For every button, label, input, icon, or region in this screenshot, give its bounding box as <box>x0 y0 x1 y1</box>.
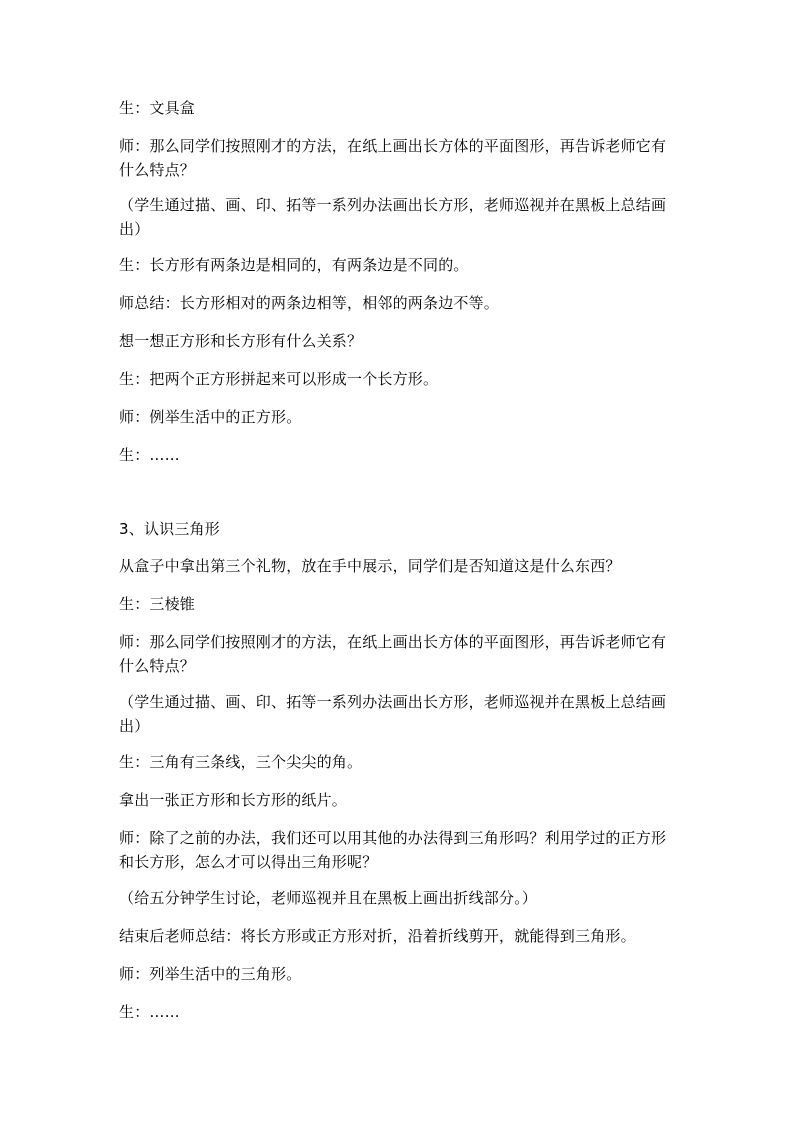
paragraph-student-ellipsis-1: 生：…… <box>119 446 180 464</box>
paragraph-teacher-other-methods: 师：除了之前的办法，我们还可以用其他的办法得到三角形吗？利用学过的正方形和长方形，怎么才可以得出三角形呢？ <box>119 829 667 871</box>
paragraph-teacher-draw-rectangle: 师：那么同学们按照刚才的方法，在纸上画出长方体的平面图形，再告诉老师它有什么特点？ <box>119 137 667 179</box>
paragraph-teacher-summary-rectangle: 师总结：长方形相对的两条边相等，相邻的两条边不等。 <box>119 294 500 312</box>
paragraph-paper-cards: 拿出一张正方形和长方形的纸片。 <box>119 791 348 809</box>
section-heading-triangle: 3、认识三角形 <box>119 520 220 538</box>
paragraph-student-two-squares: 生：把两个正方形拼起来可以形成一个长方形。 <box>119 370 439 388</box>
paragraph-teacher-examples-square: 师：例举生活中的正方形。 <box>119 408 302 426</box>
paragraph-teacher-draw-shape: 师：那么同学们按照刚才的方法，在纸上画出长方体的平面图形，再告诉老师它有什么特点？ <box>119 633 667 675</box>
paragraph-student-activity-rectangle: （学生通过描、画、印、拓等一系列办法画出长方形，老师巡视并在黑板上总结画出） <box>119 196 667 238</box>
paragraph-student-pyramid: 生：三棱锥 <box>119 595 196 613</box>
paragraph-question-square-rectangle: 想一想正方形和长方形有什么关系？ <box>119 332 363 350</box>
paragraph-discussion: （给五分钟学生讨论，老师巡视并且在黑板上画出折线部分。） <box>119 889 538 907</box>
paragraph-student-ellipsis-2: 生：…… <box>119 1003 180 1021</box>
paragraph-third-gift: 从盒子中拿出第三个礼物，放在手中展示，同学们是否知道这是什么东西？ <box>119 557 621 575</box>
paragraph-teacher-examples-triangle: 师：列举生活中的三角形。 <box>119 965 302 983</box>
paragraph-teacher-summary-triangle: 结束后老师总结：将长方形或正方形对折，沿着折线剪开，就能得到三角形。 <box>119 927 636 945</box>
paragraph-student-rectangle-sides: 生：长方形有两条边是相同的，有两条边是不同的。 <box>119 256 469 274</box>
paragraph-student-triangle-features: 生：三角有三条线，三个尖尖的角。 <box>119 753 363 771</box>
paragraph-student-answer-pencil-box: 生：文具盒 <box>119 99 196 117</box>
paragraph-student-activity-triangle: （学生通过描、画、印、拓等一系列办法画出长方形，老师巡视并在黑板上总结画出） <box>119 693 667 735</box>
